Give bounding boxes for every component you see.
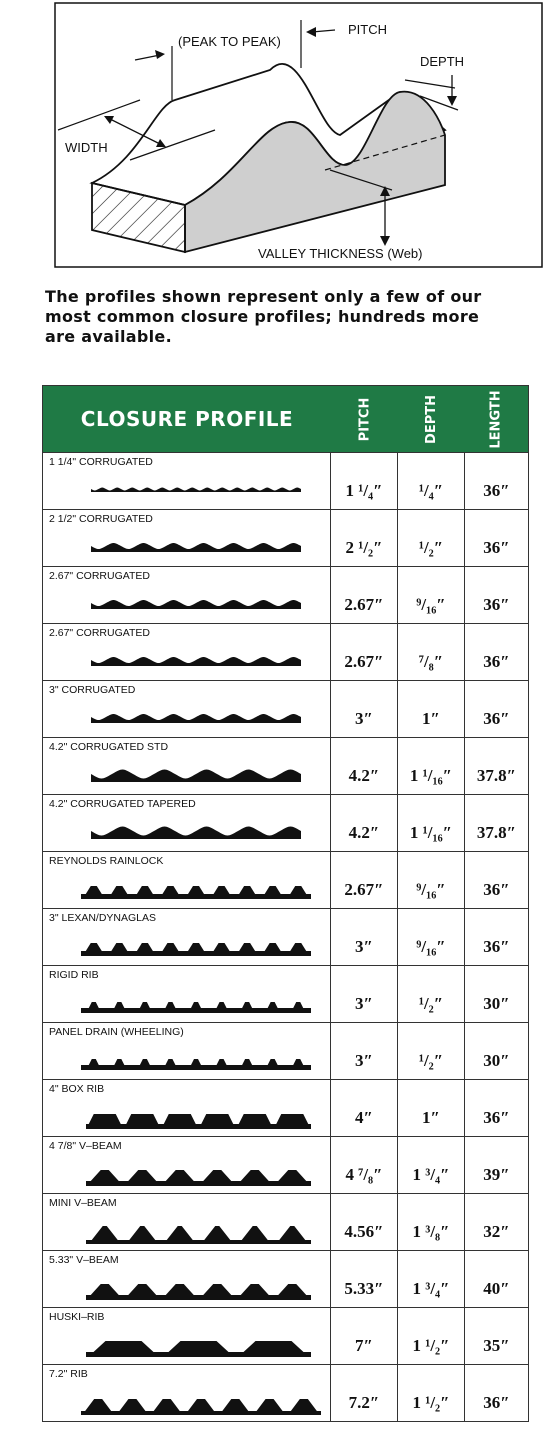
profile-cell [43,567,331,623]
profile-outline [91,770,301,783]
profile-outline [91,827,301,840]
profile-outline [81,886,311,899]
pitch-value: 2.67″ [331,567,398,623]
profile-shape-icon [71,1102,321,1130]
depth-value: ¹/₂″ [398,1023,465,1079]
pitch-value: 2.67″ [331,624,398,680]
table-row [43,908,528,965]
depth-value: 1 ¹/₁₆″ [398,795,465,851]
pitch-value: 4.56″ [331,1194,398,1250]
pitch-value: 7″ [331,1308,398,1364]
table-row [43,452,528,509]
length-value: 39″ [483,1165,510,1184]
pitch-value: 2.67″ [331,852,398,908]
depth-value: ¹/₂″ [398,510,465,566]
length-value: 30″ [483,994,510,1013]
profile-outline [86,1226,311,1244]
table-row [43,566,528,623]
profile-shape-icon [71,1387,321,1415]
profile-shape-icon [71,532,321,560]
table-row [43,1022,528,1079]
depth-value: ⁷/₈″ [398,624,465,680]
pitch-value: 3″ [331,1023,398,1079]
profile-cell [43,510,331,566]
profile-cell [43,1080,331,1136]
length-value: 36″ [483,937,510,956]
profile-cell [43,1194,331,1250]
profile-shape-icon [71,475,321,503]
profile-name: 3" CORRUGATED [49,684,136,696]
profile-shape-icon [71,817,321,845]
length-value: 36″ [483,595,510,614]
depth-value: 1″ [398,681,465,737]
profile-cell [43,1137,331,1193]
profile-outline [86,1284,311,1300]
profile-cell [43,795,331,851]
profile-cell [43,966,331,1022]
profile-cell [43,1365,331,1421]
length-value: 37.8″ [476,823,517,842]
header-closure-profile: CLOSURE PROFILE [80,407,294,431]
profile-shape-icon [71,1216,321,1244]
profile-cell [43,453,331,509]
profile-shape-icon [71,1273,321,1301]
length-value: 36″ [483,709,510,728]
profile-name: 7.2" RIB [49,1368,88,1380]
profile-shape-icon [71,988,321,1016]
depth-value: 1 ¹/₁₆″ [398,738,465,794]
profile-name: 2.67" CORRUGATED [49,570,150,582]
profile-shape-icon [71,931,321,959]
table-row [43,737,528,794]
table-row [43,1307,528,1364]
table-row [43,1193,528,1250]
profile-name: REYNOLDS RAINLOCK [49,855,164,867]
table-row [43,1364,528,1421]
profile-shape-icon [71,760,321,788]
depth-value: ⁹/₁₆″ [398,852,465,908]
profile-outline [81,943,311,956]
table-row [43,965,528,1022]
profile-cell [43,624,331,680]
profile-name: PANEL DRAIN (WHEELING) [49,1026,184,1038]
profile-outline [86,1341,311,1357]
depth-value: 1 ³/₄″ [398,1137,465,1193]
profile-shape-icon [71,703,321,731]
profile-outline [81,1002,311,1013]
header-pitch: PITCH [357,397,372,441]
length-value: 40″ [483,1279,510,1298]
depth-value: ¹/₂″ [398,966,465,1022]
pitch-value: 4 ⁷/₈″ [331,1137,398,1193]
pitch-value: 2 ¹/₂″ [331,510,398,566]
table-row [43,851,528,908]
label-pitch: PITCH [348,22,387,37]
depth-value: 1 ³/₈″ [398,1194,465,1250]
profile-outline [91,600,301,609]
profile-name: 4 7/8" V–BEAM [49,1140,122,1152]
label-valley-thickness: VALLEY THICKNESS (Web) [258,246,423,261]
profile-shape-icon [71,589,321,617]
profile-outline [81,1059,311,1070]
profile-name: 2.67" CORRUGATED [49,627,150,639]
length-value: 32″ [483,1222,510,1241]
table-row [43,1079,528,1136]
profile-name: 4.2" CORRUGATED TAPERED [49,798,196,810]
pitch-value: 4″ [331,1080,398,1136]
profile-cell [43,1308,331,1364]
closure-profile-table [42,385,529,1422]
pitch-value: 3″ [331,909,398,965]
profile-cell [43,1023,331,1079]
label-peak-to-peak: (PEAK TO PEAK) [178,34,281,49]
header-depth: DEPTH [423,394,439,444]
depth-value: ⁹/₁₆″ [398,909,465,965]
table-row [43,1250,528,1307]
profile-name: 3" LEXAN/DYNAGLAS [49,912,157,924]
label-width: WIDTH [65,140,108,155]
table-row [43,623,528,680]
profile-outline [91,657,301,666]
depth-value: 1″ [398,1080,465,1136]
length-value: 36″ [483,1108,510,1127]
table-header [43,386,528,452]
length-value: 36″ [483,538,510,557]
profile-shape-icon [71,1330,321,1358]
profile-name: RIGID RIB [49,969,99,981]
depth-value: 1 ³/₄″ [398,1251,465,1307]
depth-value: ¹/₄″ [398,453,465,509]
pitch-value: 4.2″ [331,738,398,794]
table-row [43,1136,528,1193]
profile-shape-icon [71,874,321,902]
table-row [43,794,528,851]
profile-outline [86,1114,311,1129]
profile-name: 1 1/4" CORRUGATED [49,456,153,468]
profile-name: MINI V–BEAM [49,1197,117,1209]
header-length: LENGTH [488,389,504,449]
profile-cell [43,909,331,965]
closure-dimension-diagram [0,0,550,280]
length-value: 30″ [483,1051,510,1070]
length-value: 37.8″ [476,766,517,785]
depth-value: 1 ¹/₂″ [398,1308,465,1364]
profile-shape-icon [71,646,321,674]
pitch-value: 4.2″ [331,795,398,851]
length-value: 36″ [483,1393,510,1412]
profile-name: 4.2" CORRUGATED STD [49,741,169,753]
profile-outline [91,488,301,493]
pitch-value: 3″ [331,681,398,737]
profile-cell [43,738,331,794]
depth-value: 1 ¹/₂″ [398,1365,465,1421]
profile-shape-icon [71,1159,321,1187]
pitch-value: 3″ [331,966,398,1022]
length-value: 36″ [483,880,510,899]
profile-name: 4" BOX RIB [49,1083,105,1095]
profile-name: HUSKI–RIB [49,1311,105,1323]
pitch-value: 7.2″ [331,1365,398,1421]
intro-text: The profiles shown represent only a few of our most common closure profiles; hundreds more are available. [45,287,482,346]
profile-cell [43,852,331,908]
profile-name: 5.33" V–BEAM [49,1254,119,1266]
profile-shape-icon [71,1045,321,1073]
table-body [43,452,528,1421]
pitch-value: 5.33″ [331,1251,398,1307]
length-value: 36″ [483,652,510,671]
profile-cell [43,1251,331,1307]
pitch-value: 1 ¹/₄″ [331,453,398,509]
table-row [43,509,528,566]
profile-name: 2 1/2" CORRUGATED [49,513,153,525]
profile-outline [91,543,301,552]
label-depth: DEPTH [420,54,465,69]
profile-outline [81,1399,321,1415]
length-value: 35″ [483,1336,510,1355]
length-value: 36″ [483,481,510,500]
table-row [43,680,528,737]
profile-outline [91,714,301,723]
depth-value: ⁹/₁₆″ [398,567,465,623]
profile-outline [86,1170,311,1186]
profile-cell [43,681,331,737]
